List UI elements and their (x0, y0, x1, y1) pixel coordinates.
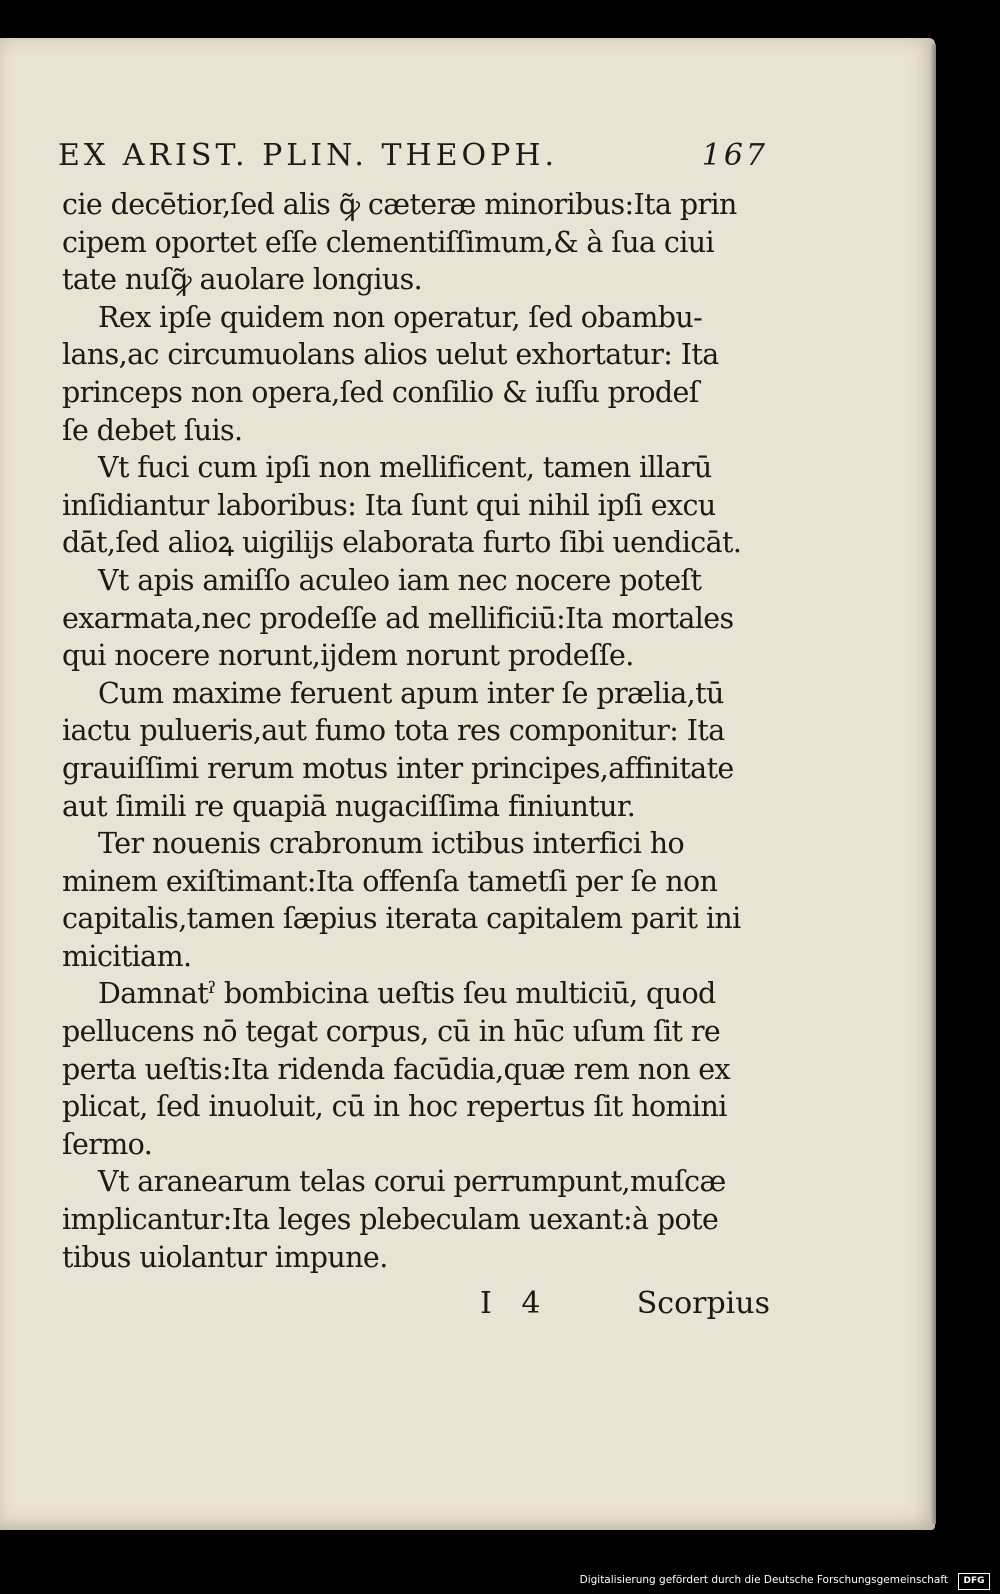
text-line: capitalis,tamen ſæpius iterata capitalem parit ini (62, 902, 741, 936)
text-line: inſidiantur laboribus: Ita ſunt qui nihil ipſi excu (62, 488, 716, 522)
folio-number: 167 (701, 138, 768, 173)
text-line: Damnatˀ bombicina ueſtis ſeu multiciū, quod (98, 977, 716, 1011)
text-line: tate nuſꝙ̃ auolare longius. (62, 263, 423, 297)
running-header (58, 138, 768, 182)
text-line: ſermo. (62, 1127, 153, 1161)
page-foot (480, 1286, 770, 1326)
text-line: Vt fuci cum ipſi non mellificent, tamen illarū (98, 451, 712, 485)
funding-credit: Digitalisierung gefördert durch die Deutsche Forschungsgemeinschaft (579, 1574, 948, 1586)
signature-mark: I 4 (480, 1286, 551, 1321)
page-edge (930, 44, 936, 1524)
text-line: Cum maxime feruent apum inter ſe prælia,tū (98, 676, 724, 710)
text-line: plicat, ſed inuoluit, cū in hoc repertus ſit homini (62, 1090, 727, 1124)
digitization-footer (0, 1570, 1000, 1594)
text-line: exarmata,nec prodeſſe ad mellificiū:Ita mortales (62, 601, 734, 635)
dfg-logo-icon: DFG (958, 1573, 990, 1590)
text-line: implicantur:Ita leges plebeculam uexant:à pote (62, 1203, 719, 1237)
running-title: EX ARIST. PLIN. THEOPH. (58, 138, 559, 173)
text-line: Vt apis amiſſo aculeo iam nec nocere poteſt (98, 563, 702, 597)
text-line: ſe debet ſuis. (62, 413, 243, 447)
text-line: princeps non opera,ſed conſilio & iuſſu prodeſ (62, 375, 699, 409)
catchword: Scorpius (636, 1286, 770, 1321)
text-line: qui nocere norunt,ijdem norunt prodeſſe. (62, 639, 634, 673)
text-line: Vt aranearum telas corui perrumpunt,muſcæ (98, 1165, 726, 1199)
text-line: pellucens nō tegat corpus, cū in hūc uſum ſit re (62, 1015, 721, 1049)
text-line: cie decētior,ſed alis ꝙ̃ cæteræ minoribus:Ita prin (62, 188, 737, 221)
text-line: Ter nouenis crabronum ictibus interfici ho (98, 827, 685, 861)
page-body (62, 186, 774, 1276)
text-line: perta ueſtis:Ita ridenda facūdia,quæ rem non ex (62, 1052, 731, 1086)
text-line: aut ſimili re quapiā nugaciſſima finiuntur. (62, 789, 636, 823)
text-line: cipem oportet eſſe clementiſſimum,& à ſua ciui (62, 225, 714, 259)
text-line: grauiſſimi rerum motus inter principes,affinitate (62, 751, 734, 785)
text-line: dāt,ſed alioꝝ uigilijs elaborata furto ſibi uendicāt. (62, 526, 742, 560)
text-line: tibus uiolantur impune. (62, 1240, 388, 1274)
text-line: lans,ac circumuolans alios uelut exhortatur: Ita (62, 338, 719, 372)
text-line: Rex ipſe quidem non operatur, ſed obambu- (98, 300, 703, 334)
text-line: micitiam. (62, 939, 192, 973)
text-line: minem exiſtimant:Ita offenſa tametſi per ſe non (62, 864, 718, 898)
text-line: iactu pulueris,aut fumo tota res componitur: Ita (62, 714, 725, 748)
